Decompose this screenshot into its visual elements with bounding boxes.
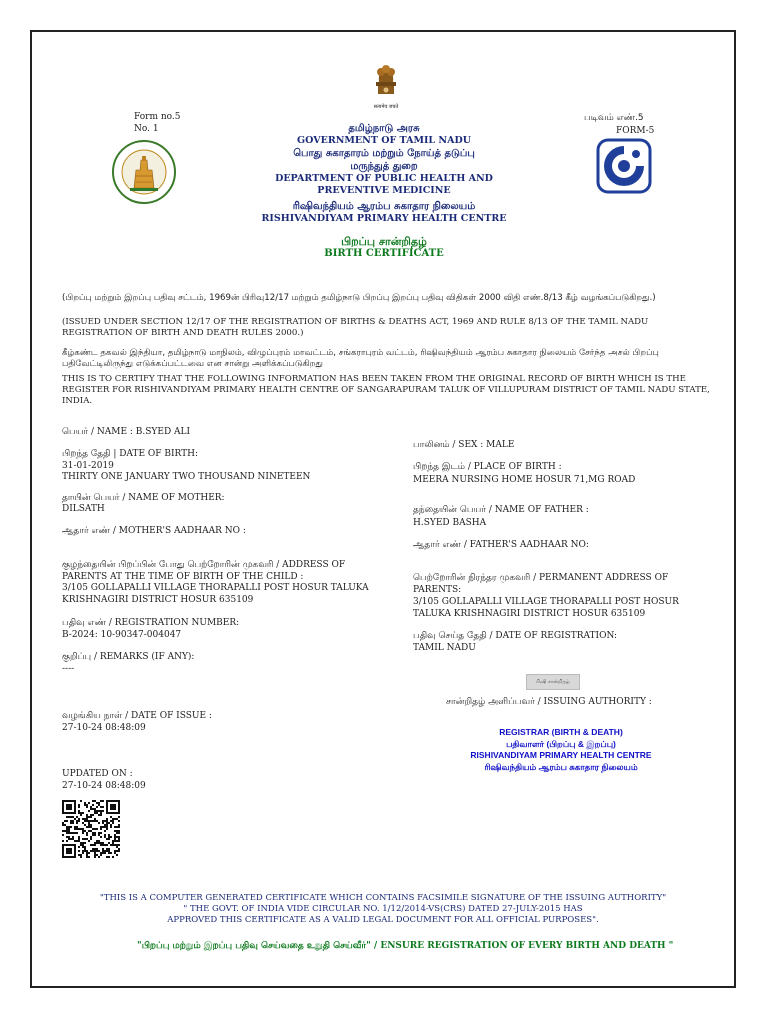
authority-block bbox=[448, 727, 674, 773]
perm-address-line-2: TALUKA KRISHNAGIRI DISTRICT HOSUR 635109 bbox=[413, 609, 646, 619]
certify-ta: கீழ்கண்ட தகவல் இந்தியா, தமிழ்நாடு மாநிலம், விழுப்புரம் மாவட்டம், சங்கராபுரம் வட்டம், ரிஷிவந்தியம் ஆரம்ப சுகாதார நிலையம் சேர்ந்த அசல் பிறப்பு பதிவேட்டிலிருந்து எடுக்கப்பட்டவை என சான்று அளிக்கப்படுகிறது bbox=[62, 348, 659, 369]
reg-number-value: B-2024: 10-90347-004047 bbox=[62, 630, 182, 640]
serial-number: No. 1 bbox=[134, 124, 159, 134]
updated-value: 27-10-24 08:48:09 bbox=[62, 781, 146, 791]
family-welfare-icon bbox=[596, 138, 652, 194]
remarks-label: குறிப்பு / REMARKS (IF ANY): bbox=[62, 652, 195, 662]
mother-name-label: தாயின் பெயர் / NAME OF MOTHER: bbox=[62, 493, 225, 503]
notice-line-2: " THE GOVT. OF INDIA VIDE CIRCULAR NO. 1/12/2014-VS(CRS) DATED 27-JULY-2015 HAS bbox=[183, 904, 583, 914]
issued-under-ta: (பிறப்பு மற்றும் இறப்பு பதிவு சட்டம், 1969ன் பிரிவு12/17 மற்றும் தமிழ்நாடு பிறப்பு இறப்பு பதிவு விதிகள் 2000 விதி எண்.8/13 கீழ் வழங்கப்படுகிறது.) bbox=[62, 293, 656, 303]
birth-address-line-1: 3/105 GOLLAPALLI VILLAGE THORAPALLI POST HOSUR TALUKA bbox=[62, 583, 369, 593]
emblem-motto: सत्यमेव जयते bbox=[373, 104, 399, 110]
dept-title-en-2: PREVENTIVE MEDICINE bbox=[317, 185, 451, 196]
national-emblem bbox=[369, 60, 403, 108]
issuing-authority-label: சான்றிதழ் அளிப்பவர் / ISSUING AUTHORITY : bbox=[446, 697, 652, 707]
cert-title-ta: பிறப்பு சான்றிதழ் bbox=[341, 235, 427, 248]
dob-label: பிறந்த தேதி | DATE OF BIRTH: bbox=[62, 449, 199, 459]
centre-title-ta: ரிஷிவந்தியம் ஆரம்ப சுகாதார நிலையம் bbox=[292, 201, 476, 212]
issue-date-value: 27-10-24 08:48:09 bbox=[62, 723, 146, 733]
reg-number-label: பதிவு எண் / REGISTRATION NUMBER: bbox=[62, 618, 240, 628]
certify-en: THIS IS TO CERTIFY THAT THE FOLLOWING INFORMATION HAS BEEN TAKEN FROM THE ORIGINAL RECORD OF BIRTH WHICH IS THE REGISTER FOR RISHIVANDIYAM PRIMARY HEALTH CENTRE OF SANGARAPURAM TALUK OF VILLUPURAM DISTRICT OF TAMIL NADU STATE, INDIA. bbox=[62, 374, 710, 406]
remarks-value: ---- bbox=[62, 664, 75, 674]
form-number-left: Form no.5 bbox=[134, 112, 181, 122]
govt-title-en: GOVERNMENT OF TAMIL NADU bbox=[296, 135, 471, 146]
qr-code bbox=[62, 800, 120, 858]
authority-title-ta: பதிவாளர் (பிறப்பு & இறப்பு) bbox=[506, 738, 616, 749]
dept-title-en-1: DEPARTMENT OF PUBLIC HEALTH AND bbox=[275, 173, 493, 184]
health-dept-logo bbox=[596, 138, 652, 194]
pob-label: பிறந்த இடம் / PLACE OF BIRTH : bbox=[413, 462, 562, 472]
birth-address-line-2: KRISHNAGIRI DISTRICT HOSUR 635109 bbox=[62, 595, 254, 605]
pob-value: MEERA NURSING HOME HOSUR 71,MG ROAD bbox=[413, 475, 636, 485]
centre-title-en: RISHIVANDIYAM PRIMARY HEALTH CENTRE bbox=[261, 213, 507, 224]
reg-date-label: பதிவு செய்த தேதி / DATE OF REGISTRATION: bbox=[413, 631, 618, 641]
father-aadhaar: ஆதார் எண் / FATHER'S AADHAAR NO: bbox=[413, 540, 589, 550]
form-number-right-ta: படிவம் எண்.5 bbox=[584, 113, 644, 123]
notice-line-3: APPROVED THIS CERTIFICATE AS A VALID LEGAL DOCUMENT FOR ALL OFFICIAL PURPOSES". bbox=[167, 915, 599, 925]
notice-line-1: "THIS IS A COMPUTER GENERATED CERTIFICATE WHICH CONTAINS FACSIMILE SIGNATURE OF THE ISSUING AUTHORITY" bbox=[99, 893, 667, 903]
child-name: பெயர் / NAME : B.SYED ALI bbox=[62, 427, 191, 437]
authority-centre-ta: ரிஷிவந்தியம் ஆரம்ப சுகாதார நிலையம் bbox=[484, 761, 638, 772]
header-block bbox=[230, 122, 538, 260]
tamilnadu-seal bbox=[112, 140, 176, 204]
father-name-label: தந்தையின் பெயர் / NAME OF FATHER : bbox=[413, 505, 589, 515]
perm-address-label-1: பெற்றோரின் நிரந்தர முகவரி / PERMANENT ADDRESS OF bbox=[413, 573, 669, 583]
perm-address-label-2: PARENTS: bbox=[413, 585, 462, 595]
issued-under-en: (ISSUED UNDER SECTION 12/17 OF THE REGISTRATION OF BIRTHS & DEATHS ACT, 1969 AND RULE 8/13 OF THE TAMIL NADU REGISTRATION OF BIRTH AND DEATH RULES 2000.) bbox=[62, 317, 649, 338]
dob-words: THIRTY ONE JANUARY TWO THOUSAND NINETEEN bbox=[62, 472, 311, 482]
mother-name-value: DILSATH bbox=[62, 504, 105, 514]
issue-date-label: வழங்கிய நாள் / DATE OF ISSUE : bbox=[62, 711, 212, 721]
footer-notice bbox=[60, 893, 706, 926]
registration-slogan: "பிறப்பு மற்றும் இறப்பு பதிவு செய்வதை உறுதி செய்வீர்" / ENSURE REGISTRATION OF EVERY BIRTH AND DEATH " bbox=[137, 941, 674, 951]
updated-label: UPDATED ON : bbox=[62, 769, 133, 779]
dob-value: 31-01-2019 bbox=[62, 461, 114, 471]
birth-address-label-2: PARENTS AT THE TIME OF BIRTH OF THE CHILD : bbox=[62, 572, 304, 582]
facsimile-signature: ரிஷி சான்றிதழ் bbox=[526, 674, 580, 690]
temple-gopuram-icon bbox=[112, 140, 176, 204]
birth-address-label-1: குழந்தையின் பிறப்பின் போது பெற்றோரின் முகவரி / ADDRESS OF bbox=[62, 560, 346, 570]
form-number-right: FORM-5 bbox=[616, 126, 655, 136]
qr-code-icon bbox=[62, 800, 120, 858]
father-name-value: H.SYED BASHA bbox=[413, 518, 487, 528]
authority-centre-en: RISHIVANDIYAM PRIMARY HEALTH CENTRE bbox=[470, 750, 652, 760]
cert-title-en: BIRTH CERTIFICATE bbox=[324, 248, 444, 259]
perm-address-line-1: 3/105 GOLLAPALLI VILLAGE THORAPALLI POST HOSUR bbox=[413, 597, 679, 607]
lion-capital-icon bbox=[369, 60, 403, 100]
govt-title-ta: தமிழ்நாடு அரசு bbox=[348, 123, 420, 134]
dept-title-ta-2: மருந்துத் துறை bbox=[350, 161, 418, 172]
mother-aadhaar: ஆதார் எண் / MOTHER'S AADHAAR NO : bbox=[62, 526, 246, 536]
reg-date-value: TAMIL NADU bbox=[413, 643, 476, 653]
sex: பாலினம் / SEX : MALE bbox=[413, 440, 515, 450]
dept-title-ta-1: பொது சுகாதாரம் மற்றும் நோய்த் தடுப்பு bbox=[293, 148, 475, 159]
authority-title-en: REGISTRAR (BIRTH & DEATH) bbox=[499, 727, 623, 737]
